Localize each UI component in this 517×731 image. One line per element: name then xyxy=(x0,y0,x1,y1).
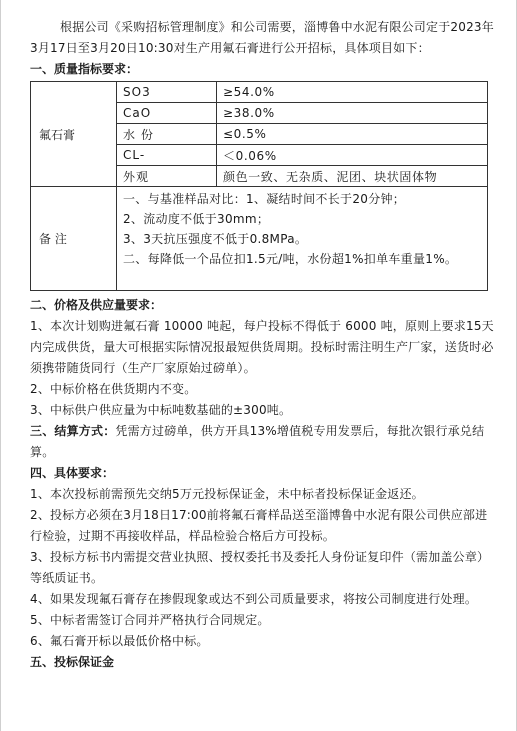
remark-line: 一、与基准样品对比：1、凝结时间不长于20分钟； xyxy=(123,192,406,206)
section-3-paragraph xyxy=(30,421,494,463)
remark-line: 二、每降低一个品位扣1.5元/吨，水份超1%扣单车重量1%。 xyxy=(123,252,458,266)
item-cell: CL- xyxy=(117,145,217,166)
section-2-paragraph-1: 1、本次计划购进氟石膏 10000 吨起，每户投标不得低于 6000 吨，原则上要求15天内完成供货，量大可根据实际情况报最短供货周期。投标时需注明生产厂家，送货时必须携带随货同行（生产厂家原始过磅单）。 xyxy=(30,319,494,375)
value-cell: 颜色一致、无杂质、泥团、块状固体物 xyxy=(217,166,488,187)
remark-line: 3、3天抗压强度不低于0.8MPa。 xyxy=(123,232,308,246)
section-3-heading: 三、结算方式： xyxy=(30,424,116,438)
section-2-paragraph-2: 2、中标价格在供货期内不变。 xyxy=(30,382,197,396)
requirement-item: 3、投标方标书内需提交营业执照、授权委托书及委托人身份证复印件（需加盖公章）等纸质证书。 xyxy=(30,550,490,585)
table-row xyxy=(31,82,488,103)
section-2-heading: 二、价格及供应量要求： xyxy=(30,298,163,312)
requirement-item: 1、本次投标前需预先交纳5万元投标保证金，未中标者投标保证金返还。 xyxy=(30,487,424,501)
category-cell: 氟石膏 xyxy=(31,82,117,187)
item-cell: CaO xyxy=(117,103,217,124)
section-1-heading: 一、质量指标要求： xyxy=(30,62,139,76)
requirement-item: 4、如果发现氟石膏存在掺假现象或达不到公司质量要求，将按公司制度进行处理。 xyxy=(30,592,478,606)
value-cell: ＜0.06% xyxy=(217,145,488,166)
remarks-row xyxy=(31,187,488,291)
quality-spec-table xyxy=(30,81,488,291)
remarks-label-cell: 备 注 xyxy=(31,187,117,291)
value-cell: ≥38.0% xyxy=(217,103,488,124)
section-2-paragraph-3: 3、中标供户供应量为中标吨数基础的±300吨。 xyxy=(30,403,292,417)
item-cell: 外观 xyxy=(117,166,217,187)
requirement-item: 6、氟石膏开标以最低价格中标。 xyxy=(30,634,209,648)
item-cell: SO3 xyxy=(117,82,217,103)
remarks-cell xyxy=(117,187,488,291)
item-cell: 水 份 xyxy=(117,124,217,145)
section-4-heading: 四、具体要求： xyxy=(30,466,115,480)
section-5-heading: 五、投标保证金 xyxy=(30,655,115,669)
remark-line: 2、流动度不低于30mm； xyxy=(123,212,270,226)
requirement-item: 2、投标方必须在3月18日17:00前将氟石膏样品送至淄博鲁中水泥有限公司供应部进行检验，过期不再接收样品，样品检验合格后方可投标。 xyxy=(30,508,488,543)
intro-paragraph: 根据公司《采购招标管理制度》和公司需要，淄博鲁中水泥有限公司定于2023年3月17日至3月20日10:30对生产用氟石膏进行公开招标，具体项目如下： xyxy=(30,20,494,55)
value-cell: ≥54.0% xyxy=(217,82,488,103)
value-cell: ≤0.5% xyxy=(217,124,488,145)
section-3-text: 凭需方过磅单，供方开具13%增值税专用发票后，每批次银行承兑结算。 xyxy=(30,424,485,459)
requirement-item: 5、中标者需签订合同并严格执行合同规定。 xyxy=(30,613,270,627)
